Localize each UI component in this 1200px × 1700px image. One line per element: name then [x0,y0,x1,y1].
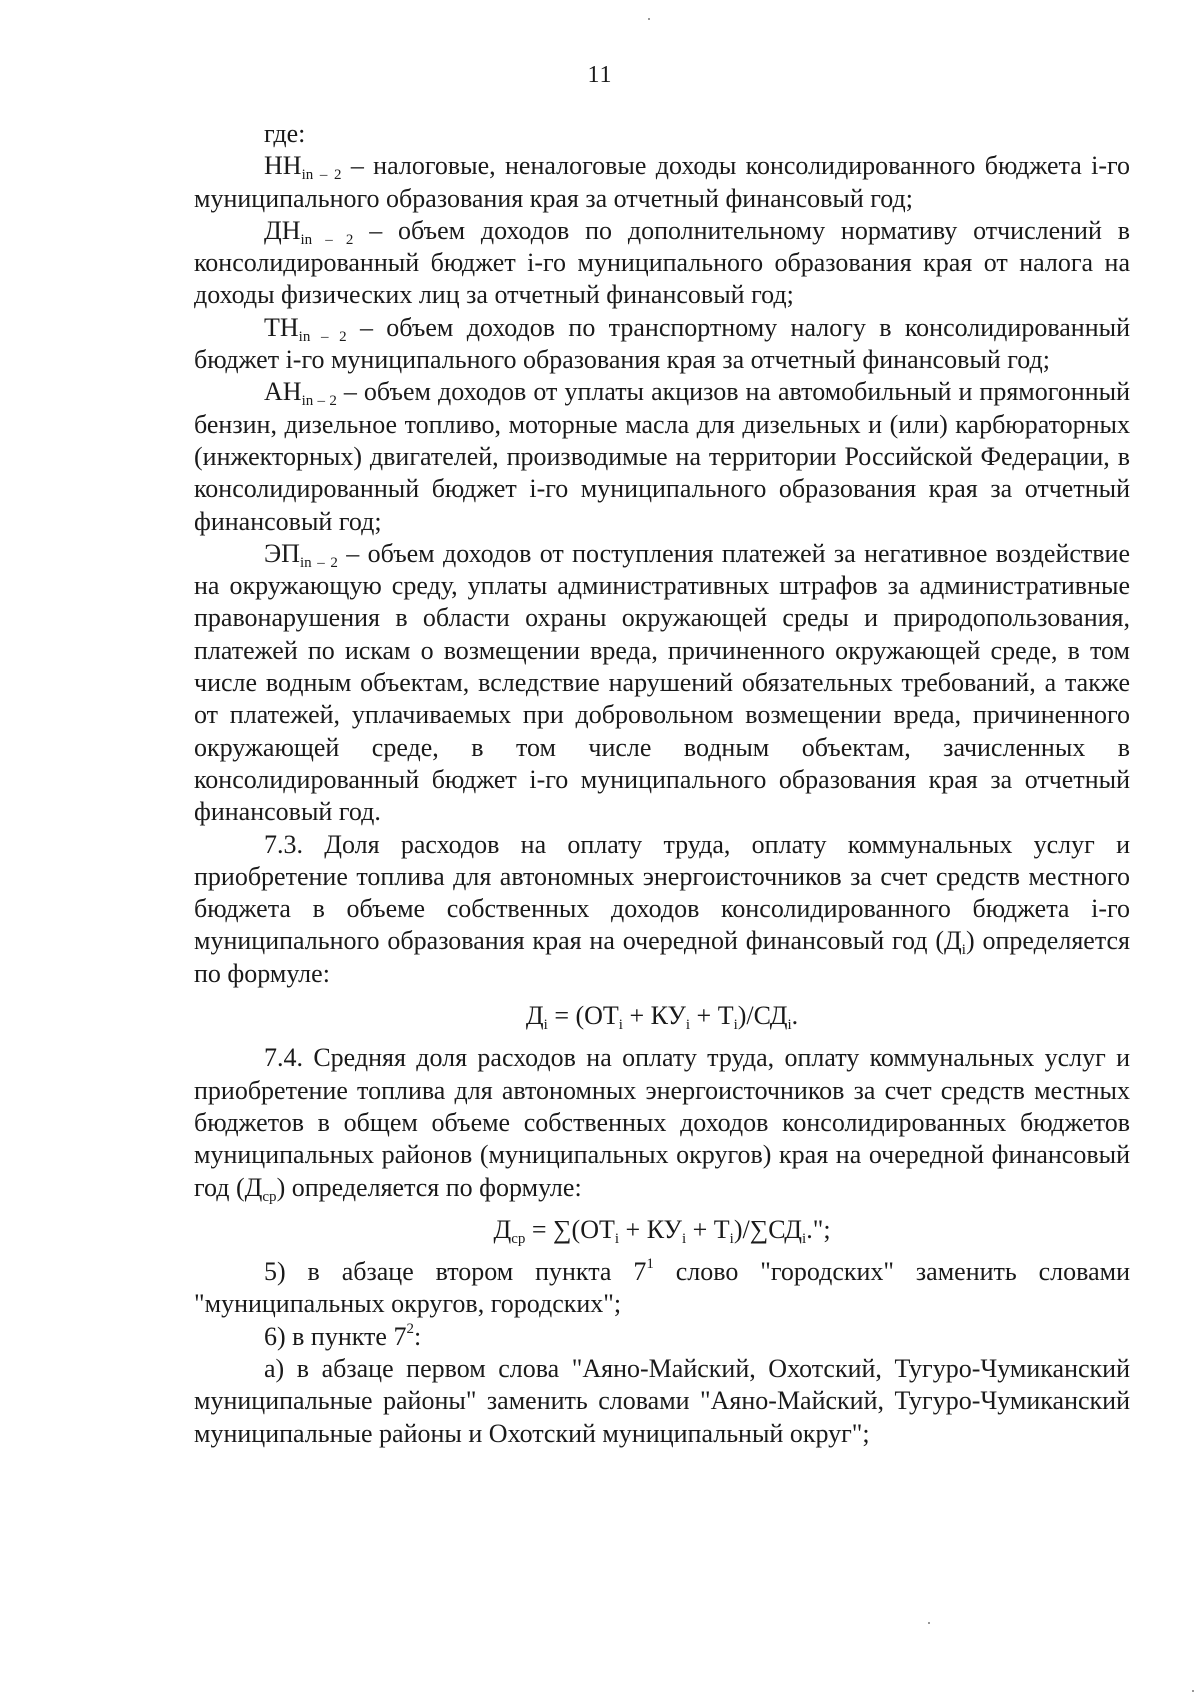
definition-nn: $НН_{in - 2}$ – налоговые, неналоговые доходы консолидированного бюджета i-го муниципального образования края за отчетный финансовый год; [194,151,1130,213]
formula-di: $Д_i = (ОТ_i + КУ_i + Т_i)/СД_i$. [525,1001,799,1034]
where-label: где: [264,119,306,148]
item-6: 6) в пункте $7^2$: [264,1320,422,1351]
scan-speck [1192,1690,1194,1692]
scan-speck [928,1622,930,1624]
item-5: 5) в абзаце втором пункта $7^1$ слово "городских" заменить словами "муниципальных округов, городских"; [194,1256,1130,1319]
definition-tn: $ТН_{in - 2}$ – объем доходов по транспортному налогу в консолидированный бюджет i-го муниципального образования края за отчетный финансовый год; [194,312,1130,375]
section-7-4: 7.4. Средняя доля расходов на оплату труда, оплату коммунальных услуг и приобретение топлива для автономных энергоисточников за счет средств местных бюджетов в общем объеме собственных доходов консолидированных бюджетов муниципальных районов (муниципальных округов) края на очередной финансовый год $(Д_{ср})$ определяется по формуле: [194,1043,1130,1205]
scan-speck [648,18,650,20]
definition-an: $АН_{in - 2}$ – объем доходов от уплаты акцизов на автомобильный и прямогонный бензин, дизельное топливо, моторные масла для дизельных и (или) карбюраторных (инжекторных) двигателей, производимые на территории Российской Федерации, в консолидированный бюджет i-го муниципального образования края за отчетный финансовый год; [194,377,1130,536]
definition-dn: $ДН_{in - 2}$ – объем доходов по дополнительному нормативу отчислений в консолидированный бюджет i-го муниципального образования края от налога на доходы физических лиц за отчетный финансовый год; [194,215,1130,310]
document-body [194,118,1130,1450]
section-7-3: 7.3. Доля расходов на оплату труда, оплату коммунальных услуг и приобретение топлива для автономных энергоисточников за счет средств местного бюджета в объеме собственных доходов консолидированного бюджета i-го муниципального образования края на очередной финансовый год $(Д_i)$ определяется по формуле: [194,829,1130,988]
definition-ep: $ЭП_{in - 2}$ – объем доходов от поступления платежей за негативное воздействие на окружающую среду, уплаты административных штрафов за административные правонарушения в области охраны окружающей среды и природопользования, платежей по искам о возмещении вреда, причиненного окружающей среде, в том числе водным объектам, вследствие нарушений обязательных требований, а также от платежей, уплачиваемых при добровольном возмещении вреда, причиненного окружающей среде, в том числе водным объектам, зачисленных в консолидированный бюджет i-го муниципального образования края за отчетный финансовый год. [194,538,1131,827]
item-6a: а) в абзаце первом слова "Аяно-Майский, Охотский, Тугуро-Чумиканский муниципальные районы" заменить словами "Аяно-Майский, Тугуро-Чумиканский муниципальные районы и Охотский муниципальный округ"; [194,1353,1130,1448]
page-number: 11 [587,62,613,88]
formula-dcp: $Д_{ср} = \sum(ОТ_i + КУ_i + Т_i)/\sum СД_i$."; [493,1214,831,1247]
